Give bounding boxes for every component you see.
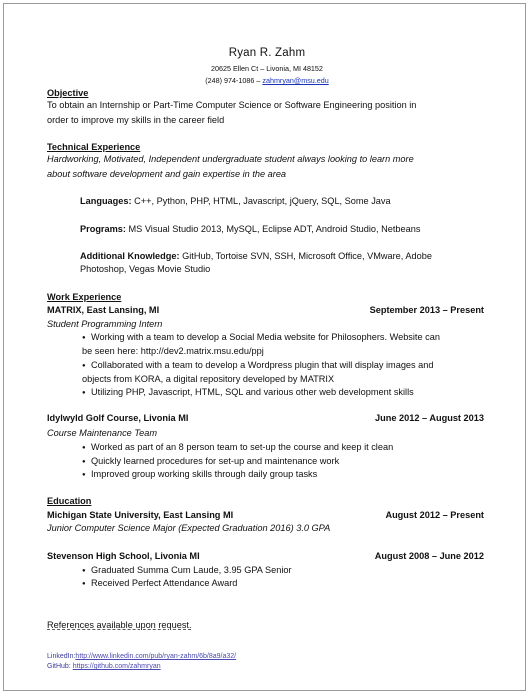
school-detail: Junior Computer Science Major (Expected Graduation 2016) 3.0 GPA xyxy=(47,523,331,533)
linkedin-link[interactable]: http://www.linkedin.com/pub/ryan-zahm/6b/8a9/a32/ xyxy=(75,653,237,660)
knowledge-line-1 xyxy=(80,250,432,262)
linkedin-line xyxy=(47,652,236,661)
list-item: ● Received Perfect Attendance Award xyxy=(82,577,237,590)
contact-line xyxy=(47,76,487,85)
school-dates: August 2012 – Present xyxy=(385,510,484,520)
list-item-continued: objects from KORA, a digital repository developed by MATRIX xyxy=(82,374,335,384)
programs-line xyxy=(80,223,420,235)
list-item: ● Quickly learned procedures for set-up and maintenance work xyxy=(82,455,339,468)
school-header xyxy=(47,550,484,562)
education-heading: Education xyxy=(47,496,92,506)
programs-value: MS Visual Studio 2013, MySQL, Eclipse ADT, Android Studio, Netbeans xyxy=(128,224,421,234)
references-note: References available upon request. xyxy=(47,620,192,630)
technical-summary-1: Hardworking, Motivated, Independent undergraduate student always looking to learn more xyxy=(47,154,414,164)
list-item: ● Worked as part of an 8 person team to set-up the course and keep it clean xyxy=(82,441,393,454)
languages-label: Languages: xyxy=(80,196,132,206)
job-title: Course Maintenance Team xyxy=(47,428,157,438)
knowledge-label: Additional Knowledge: xyxy=(80,251,180,261)
github-link[interactable]: https://github.com/zahmryan xyxy=(72,663,161,670)
school-name: Stevenson High School, Livonia MI xyxy=(47,551,200,561)
github-line xyxy=(47,662,161,671)
objective-line-2: order to improve my skills in the career field xyxy=(47,115,225,125)
job-header xyxy=(47,304,484,316)
employer: Idylwyld Golf Course, Livonia MI xyxy=(47,413,189,423)
job-header xyxy=(47,412,484,424)
objective-heading: Objective xyxy=(47,88,89,98)
list-item: ● Collaborated with a team to develop a Wordpress plugin that will display images and xyxy=(82,359,434,372)
github-label: GitHub: xyxy=(47,663,73,670)
job-dates: September 2013 – Present xyxy=(369,305,484,315)
list-item: ● Utilizing PHP, Javascript, HTML, SQL and various other web development skills xyxy=(82,386,414,399)
employer: MATRIX, East Lansing, MI xyxy=(47,305,160,315)
knowledge-value-1: GitHub, Tortoise SVN, SSH, Microsoft Office, VMware, Adobe xyxy=(182,251,432,261)
knowledge-value-2: Photoshop, Vegas Movie Studio xyxy=(80,264,211,274)
list-item: ● Graduated Summa Cum Laude, 3.95 GPA Senior xyxy=(82,564,292,577)
phone: (248) 974-1086 – xyxy=(205,76,263,85)
linkedin-label: LinkedIn: xyxy=(47,653,76,660)
list-item: ● Improved group working skills through daily group tasks xyxy=(82,468,317,481)
objective-line-1: To obtain an Internship or Part-Time Computer Science or Software Engineering position in xyxy=(47,100,417,110)
candidate-name: Ryan R. Zahm xyxy=(228,47,306,59)
languages-line xyxy=(80,195,391,207)
job-title: Student Programming Intern xyxy=(47,319,163,329)
school-name: Michigan State University, East Lansing MI xyxy=(47,510,234,520)
school-header xyxy=(47,509,484,521)
technical-summary-2: about software development and gain expertise in the area xyxy=(47,169,287,179)
languages-value: C++, Python, PHP, HTML, Javascript, jQuery, SQL, Some Java xyxy=(134,196,391,206)
list-item-continued: be seen here: http://dev2.matrix.msu.edu/ppj xyxy=(82,346,264,356)
address: 20625 Ellen Ct – Livonia, MI 48152 xyxy=(211,64,323,73)
email-link[interactable]: zahmryan@msu.edu xyxy=(262,76,329,85)
school-dates: August 2008 – June 2012 xyxy=(374,551,484,561)
work-heading: Work Experience xyxy=(47,292,122,302)
list-item: ● Working with a team to develop a Social Media website for Philosophers. Website can xyxy=(82,331,440,344)
programs-label: Programs: xyxy=(80,224,126,234)
job-dates: June 2012 – August 2013 xyxy=(375,413,484,423)
technical-heading: Technical Experience xyxy=(47,142,141,152)
